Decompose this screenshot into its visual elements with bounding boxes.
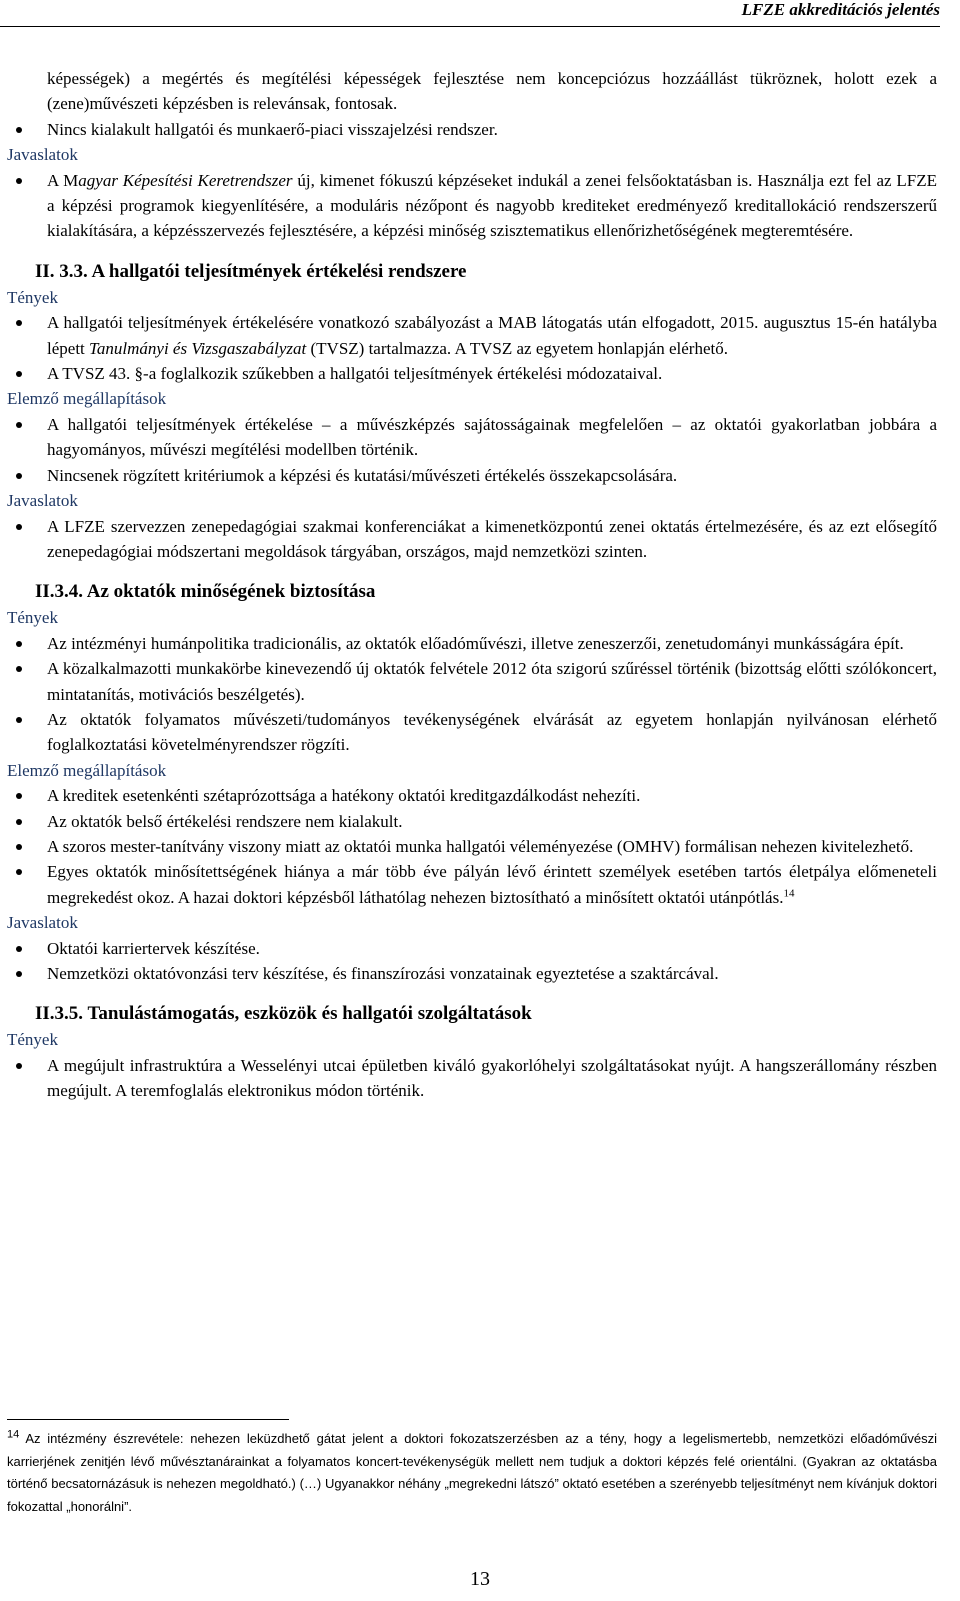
footnote: [7, 1428, 937, 1518]
javaslatok-list: [7, 514, 937, 565]
list-item: Oktatói karriertervek készítése.: [7, 936, 937, 961]
list-item: A TVSZ 43. §-a foglalkozik szűkebben a hallgatói teljesítmények értékelési módozataival.: [7, 361, 937, 386]
list-item: A szoros mester-tanítvány viszony miatt az oktatói munka hallgatói véleményezése (OMHV) formálisan nehezen kivitelezhető.: [7, 834, 937, 859]
section-heading-333: II. 3.3. A hallgatói teljesítmények értékelési rendszere: [35, 260, 467, 282]
footnote-ref[interactable]: 14: [783, 887, 795, 900]
list-item: A hallgatói teljesítmények értékelésére vonatkozó szabályozást a MAB látogatás után elfogadott, 2015. augusztus 15-én hatályba lépett Tanulmányi és Vizsgaszabályzat (TVSZ) tartalmazza. A TVSZ az egyetem honlapján elérhető.: [7, 310, 937, 361]
javaslatok-list: [7, 936, 937, 987]
tenyek-label: Tények: [7, 1030, 58, 1050]
page-number: 13: [470, 1568, 490, 1590]
footnote-number: 14: [7, 1428, 20, 1441]
list-item: Nemzetközi oktatóvonzási terv készítése, és finanszírozási vonzatainak egyeztetése a szaktárcával.: [7, 961, 937, 986]
footnote-separator: [7, 1419, 289, 1420]
tenyek-list: [7, 631, 937, 758]
intro-list: [7, 117, 937, 142]
section-heading-334: II.3.4. Az oktatók minőségének biztosítása: [35, 581, 376, 603]
list-item: Az oktatók folyamatos művészeti/tudományos tevékenységének elvárását az egyetem honlapján nyilvánosan elérhető foglalkoztatási követelményrendszer rögzíti.: [7, 707, 937, 758]
tenyek-label: Tények: [7, 608, 58, 628]
tenyek-label: Tények: [7, 287, 58, 307]
list-item: Nincsenek rögzített kritériumok a képzési és kutatási/művészeti értékelés összekapcsolására.: [7, 463, 937, 488]
elemzo-label: Elemző megállapítások: [7, 389, 167, 409]
list-item: Egyes oktatók minősítettségének hiánya a már több éve pályán lévő érintett személyek esetében tartós életpálya előmeneteli megrekedést okoz. A hazai doktori képzésből láthatólag nehezen biztosítható a minősített oktatói utánpótlás.$^{14}$: [7, 859, 937, 910]
elemzo-label: Elemző megállapítások: [7, 760, 167, 780]
list-item: Az oktatók belső értékelési rendszere nem kialakult.: [7, 809, 937, 834]
footnote-text: Az intézmény észrevétele: nehezen leküzdhető gátat jelent a doktori fokozatszerzésben az a tény, hogy a legelismertebb, nemzetközi előadóművészi karrierjének zenitjén lévő művésztanárainkat a folyamatos koncert-tevékenységük mellett nem tudjuk a doktori képzés felé orientálni. (Gyakran az oktatásba történő becsatornázásuk is nehezen megoldható.) (…) Ugyanakkor néhány „megrekedni látszó” oktató esetében a szerényebb teljesítményt nem kívánjuk doktori fokozattal „honorálni”.: [7, 1431, 937, 1514]
page-header: [0, 0, 940, 27]
tenyek-list: [7, 1053, 937, 1104]
javaslatok-list: [7, 168, 937, 244]
list-item: Nincs kialakult hallgatói és munkaerő-piaci visszajelzési rendszer.: [7, 117, 937, 142]
continued-bullet-text: képességek) a megértés és megítélési képességek fejlesztése nem koncepciózus hozzáállást tükröznek, holott ezek a (zene)művészeti képzésben is relevánsak, fontosak.: [47, 69, 937, 114]
section-heading-335: II.3.5. Tanulástámogatás, eszközök és hallgatói szolgáltatások: [35, 1003, 532, 1025]
list-item: A kreditek esetenkénti szétaprózottsága a hatékony oktatói kreditgazdálkodást nehezíti.: [7, 783, 937, 808]
javaslatok-label: Javaslatok: [7, 145, 78, 165]
javaslatok-label: Javaslatok: [7, 491, 78, 511]
list-item: A Magyar Képesítési Keretrendszer új, kimenet fókuszú képzéseket indukál a zenei felsőoktatásban is. Használja ezt fel az LFZE a képzési programok kiegyenlítésére, a moduláris nézőpont és nagyobb krediteket eredményező kreditallokáció rendszerszerű kialakítására, a képzésszervezés fejlesztésére, a képzési minőség szisztematikus ellenőrizhetőségének megteremtésére.: [7, 168, 937, 244]
list-item: Az intézményi humánpolitika tradicionális, az oktatók előadóművészi, illetve zeneszerzői, zenetudományi munkásságára épít.: [7, 631, 937, 656]
tenyek-list: [7, 310, 937, 386]
list-item: A hallgatói teljesítmények értékelése – a művészképzés sajátosságainak megfelelően – az oktatói gyakorlatban jobbára a hagyományos, művészi megítélési modellben történik.: [7, 412, 937, 463]
document-body: [7, 66, 937, 1104]
list-item: A megújult infrastruktúra a Wesselényi utcai épületben kiváló gyakorlóhelyi szolgáltatásokat nyújt. A hangszerállomány részben megújult. A teremfoglalás elektronikus módon történik.: [7, 1053, 937, 1104]
elemzo-list: [7, 783, 937, 910]
list-item: A LFZE szervezzen zenepedagógiai szakmai konferenciákat a kimenetközpontú zenei oktatás értelmezésére, és az ezt elősegítő zenepedagógiai módszertani megoldások tárgyában, országos, majd nemzetközi szinten.: [7, 514, 937, 565]
header-title: LFZE akkreditációs jelentés: [741, 0, 940, 19]
elemzo-list: [7, 412, 937, 488]
javaslatok-label: Javaslatok: [7, 913, 78, 933]
list-item: A közalkalmazotti munkakörbe kinevezendő új oktatók felvétele 2012 óta szigorú szűréssel történik (bizottság előtti szólókoncert, mintatanítás, motivációs beszélgetés).: [7, 656, 937, 707]
